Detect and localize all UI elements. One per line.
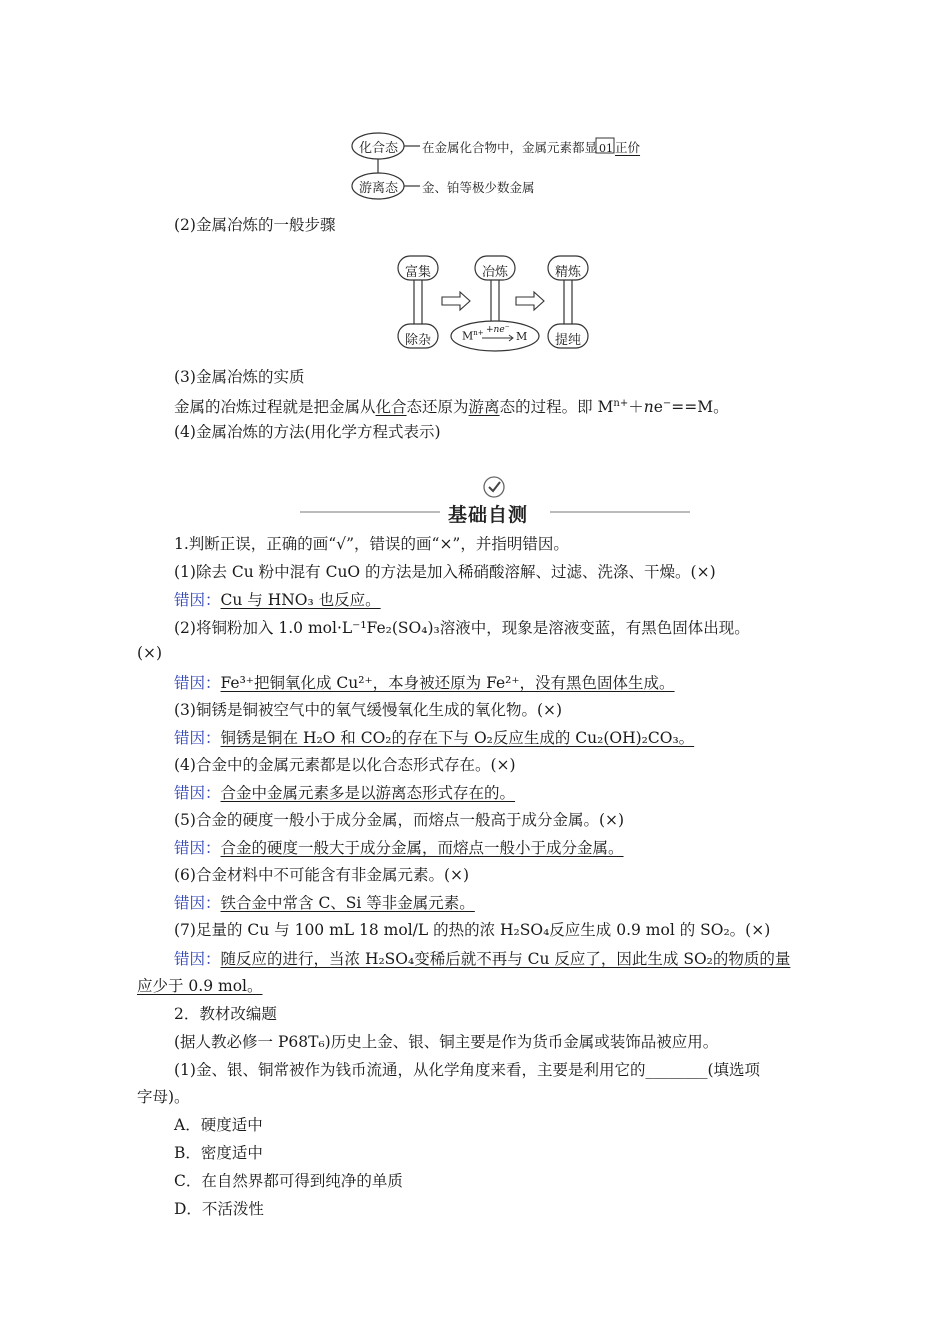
section3-sup-2: − bbox=[662, 398, 672, 409]
step-arrow-2 bbox=[516, 292, 544, 310]
q1-item-4: (4)合金中的金属元素都是以化合态形式存在。(×) bbox=[174, 756, 516, 774]
metal-ion-charge: n+ bbox=[473, 329, 484, 337]
answer-text: 合金中金属元素多是以游离态形式存在的。 bbox=[220, 784, 516, 802]
answer-text: Fe³⁺把铜氧化成 Cu²⁺，本身被还原为 Fe²⁺，没有黑色固体生成。 bbox=[220, 674, 675, 692]
section3-text-b: 态还原为 bbox=[406, 398, 469, 417]
error-label: 错因： bbox=[174, 729, 221, 747]
section3-answer-1: 化合 bbox=[375, 398, 407, 417]
metal-ion-symbol: M bbox=[462, 329, 474, 343]
section3-text-d: ＋ bbox=[628, 398, 644, 417]
section3-title: (3)金属冶炼的实质 bbox=[174, 368, 305, 386]
free-state-desc: 金、铂等极少数金属 bbox=[422, 180, 535, 195]
q2-sub-1: (1)金、银、铜常被作为钱币流通，从化学角度来看，主要是利用它的________(填选项 bbox=[174, 1061, 761, 1079]
smelting-steps-diagram bbox=[390, 252, 600, 352]
q2-title: 2．教材改编题 bbox=[174, 1005, 277, 1023]
compound-desc-text: 在金属化合物中，金属元素都显 bbox=[422, 140, 598, 155]
check-badge-circle bbox=[484, 477, 504, 497]
answer-text: 铜锈是铜在 H₂O 和 CO₂的存在下与 O₂反应生成的 Cu₂(OH)₂CO₃。 bbox=[220, 729, 695, 747]
section4-title: (4)金属冶炼的方法(用化学方程式表示) bbox=[174, 423, 441, 441]
option-b: B．密度适中 bbox=[174, 1144, 263, 1162]
section3-italic-n: n bbox=[643, 398, 654, 417]
section3-answer-2: 游离 bbox=[468, 398, 500, 417]
q1-intro: 1.判断正误，正确的画“√”，错误的画“×”，并指明错因。 bbox=[174, 535, 569, 553]
free-state-label: 游离态 bbox=[359, 181, 399, 196]
error-label: 错因： bbox=[174, 784, 221, 802]
q1-answer-7-cont bbox=[137, 975, 263, 997]
q1-item-6: (6)合金材料中不可能含有非金属元素。(×) bbox=[174, 866, 470, 884]
q1-answer-4 bbox=[174, 782, 515, 804]
answer-text: 合金的硬度一般大于成分金属，而熔点一般小于成分金属。 bbox=[220, 839, 624, 857]
metal-product: M bbox=[516, 330, 528, 343]
q1-item-5: (5)合金的硬度一般小于成分金属，而熔点一般高于成分金属。(×) bbox=[174, 811, 625, 829]
purify-label: 提纯 bbox=[555, 333, 582, 348]
q2-sub-1-cont: 字母)。 bbox=[137, 1088, 190, 1106]
q1-item-2: (2)将铜粉加入 1.0 mol·L⁻¹Fe₂(SO₄)₃溶液中，现象是溶液变蓝，有黑色固体出现。 bbox=[174, 619, 750, 637]
error-label: 错因： bbox=[174, 894, 221, 912]
q1-answer-2 bbox=[174, 672, 675, 694]
states-diagram bbox=[350, 130, 670, 202]
impurity-label: 除杂 bbox=[405, 333, 432, 348]
answer-text: 铁合金中常含 C、Si 等非金属元素。 bbox=[220, 894, 475, 912]
step-arrow-1 bbox=[442, 292, 470, 310]
q1-item-3: (3)铜锈是铜被空气中的氧气缓慢氧化生成的氧化物。(×) bbox=[174, 701, 563, 719]
smelt-label: 冶炼 bbox=[482, 265, 509, 280]
section3-text bbox=[174, 393, 729, 418]
error-label: 错因： bbox=[174, 674, 221, 692]
refine-label: 精炼 bbox=[555, 265, 582, 280]
error-label: 错因： bbox=[174, 591, 221, 609]
answer-text: 随反应的进行，当浓 H₂SO₄变稀后就不再与 Cu 反应了，因此生成 SO₂的物质的量 bbox=[220, 950, 791, 968]
option-c: C．在自然界都可得到纯净的单质 bbox=[174, 1172, 403, 1190]
option-d: D．不活泼性 bbox=[174, 1200, 264, 1218]
compound-state-desc bbox=[422, 138, 640, 156]
section3-text-a: 金属的冶炼过程就是把金属从 bbox=[174, 398, 376, 417]
q1-answer-7 bbox=[174, 948, 790, 970]
section2-title: (2)金属冶炼的一般步骤 bbox=[174, 216, 336, 234]
answer-text-cont: 应少于 0.9 mol。 bbox=[137, 977, 263, 995]
error-label: 错因： bbox=[174, 839, 221, 857]
q1-answer-3 bbox=[174, 727, 694, 749]
electrons-text: +ne bbox=[486, 325, 505, 335]
section-banner bbox=[300, 474, 690, 524]
answer-badge: 01 bbox=[599, 142, 614, 155]
metal-ion bbox=[462, 329, 484, 343]
banner-title: 基础自测 bbox=[448, 504, 529, 526]
electrons-label bbox=[486, 323, 510, 335]
section3-sup-1: n+ bbox=[613, 398, 629, 409]
enrich-label: 富集 bbox=[405, 265, 432, 280]
section3-text-e: e bbox=[653, 398, 663, 417]
q1-answer-6 bbox=[174, 892, 475, 914]
section3-text-f: ==M。 bbox=[671, 398, 729, 417]
electrons-sign: − bbox=[504, 323, 510, 330]
q1-item-2-cont: (×) bbox=[137, 644, 163, 662]
error-label: 错因： bbox=[174, 950, 221, 968]
section3-text-c: 态的过程。即 M bbox=[499, 398, 614, 417]
q2-intro: (据人教必修一 P68T₆)历史上金、银、铜主要是作为货币金属或装饰品被应用。 bbox=[174, 1033, 719, 1051]
compound-state-label: 化合态 bbox=[359, 141, 399, 156]
compound-desc-answer: 正价 bbox=[615, 140, 641, 155]
q1-answer-5 bbox=[174, 837, 624, 859]
q1-answer-1 bbox=[174, 589, 381, 611]
q1-item-1: (1)除去 Cu 粉中混有 CuO 的方法是加入稀硝酸溶解、过滤、洗涤、干燥。(×) bbox=[174, 563, 716, 581]
q1-item-7: (7)足量的 Cu 与 100 mL 18 mol/L 的热的浓 H₂SO₄反应生成 0.9 mol 的 SO₂。(×) bbox=[174, 921, 771, 939]
option-a: A．硬度适中 bbox=[174, 1116, 263, 1134]
answer-text: Cu 与 HNO₃ 也反应。 bbox=[220, 591, 381, 609]
